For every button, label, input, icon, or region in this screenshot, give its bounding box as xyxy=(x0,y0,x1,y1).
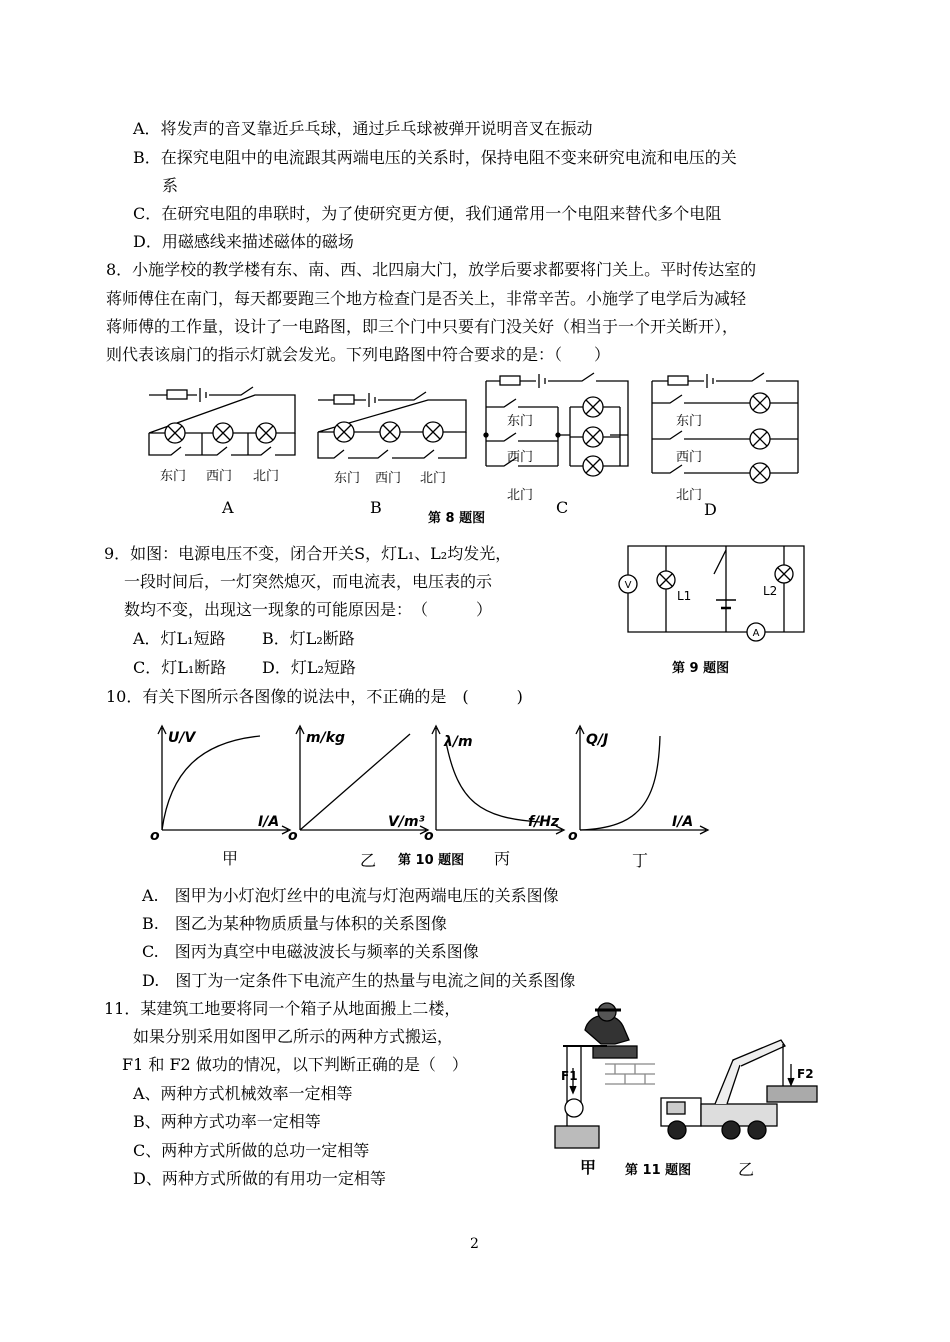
q9-figure-caption: 第 9 题图 xyxy=(672,661,730,676)
q10-figure-caption: 第 10 题图 xyxy=(398,853,465,868)
q10-option-c: C. 图丙为真空中电磁波波长与频率的关系图像 xyxy=(142,942,479,961)
q8-d-door-north: 北门 xyxy=(676,488,703,503)
q10-option-a: A. 图甲为小灯泡灯丝中的电流与灯泡两端电压的关系图像 xyxy=(142,886,559,905)
q8-option-d-label: D xyxy=(704,500,717,519)
q10-graph2-xlabel: V/m³ xyxy=(388,814,425,830)
q9-voltmeter-label: V xyxy=(624,580,632,591)
q8-stem-line4: 则代表该扇门的指示灯就会发光。下列电路图中符合要求的是：（ ） xyxy=(106,345,611,364)
q10-graph3-xlabel: f/Hz xyxy=(528,814,560,830)
q10-graph1-ylabel: U/V xyxy=(168,730,196,746)
q8-circuit-d xyxy=(648,373,808,483)
q7-option-a: A．将发声的音叉靠近乒乓球，通过乒乓球被弹开说明音叉在振动 xyxy=(133,119,593,138)
q9-l2-label: L2 xyxy=(763,584,778,598)
q9-circuit-figure xyxy=(610,540,810,640)
q8-option-c-label: C xyxy=(556,498,569,517)
q8-d-door-west: 西门 xyxy=(676,450,703,465)
q10-graph3-name: 丙 xyxy=(494,849,511,868)
q10-graph1-name: 甲 xyxy=(222,849,239,868)
q10-graph2-origin: o xyxy=(288,828,298,844)
q9-ammeter-label: A xyxy=(752,628,760,639)
q8-a-door-north: 北门 xyxy=(253,469,280,484)
q9-stem-line3: 数均不变，出现这一现象的可能原因是： （ ） xyxy=(124,600,493,619)
q10-graph4-ylabel: Q/J xyxy=(586,732,609,748)
q11-stem-line3: F1 和 F2 做功的情况，以下判断正确的是（ ） xyxy=(122,1055,468,1074)
q11-figure-caption: 第 11 题图 xyxy=(625,1163,692,1178)
q10-graph4-xlabel: I/A xyxy=(672,814,694,830)
q8-circuit-b xyxy=(314,388,474,478)
q11-f1-label: F1 xyxy=(561,1069,578,1083)
q11-option-b: B、两种方式功率一定相等 xyxy=(133,1112,321,1131)
q8-stem-line1: 8．小施学校的教学楼有东、南、西、北四扇大门，放学后要求都要将门关上。平时传达室的 xyxy=(106,260,757,279)
q10-graph2-ylabel: m/kg xyxy=(306,730,346,746)
q8-b-door-west: 西门 xyxy=(375,471,402,486)
q8-option-a-label: A xyxy=(222,498,234,517)
q9-option-a: A．灯L₁短路 xyxy=(133,629,226,648)
q11-jia-label: 甲 xyxy=(580,1158,597,1177)
q7-option-b-line1: B．在探究电阻中的电流跟其两端电压的关系时，保持电阻不变来研究电流和电压的关 xyxy=(133,148,737,167)
q8-stem-line3: 蒋师傅的工作量，设计了一电路图，即三个门中只要有门没关好（相当于一个开关断开）， xyxy=(106,317,739,336)
q9-option-c: C．灯L₁断路 xyxy=(133,658,227,677)
q11-option-c: C、两种方式所做的总功一定相等 xyxy=(133,1141,370,1160)
q8-stem-line2: 蒋师傅住在南门，每天都要跑三个地方检查门是否关上，非常辛苦。小施学了电学后为减轻 xyxy=(106,289,747,308)
q8-a-door-east: 东门 xyxy=(160,469,187,484)
q10-graph4-origin: o xyxy=(568,828,578,844)
q10-graphs xyxy=(140,722,730,842)
q10-graph2-name: 乙 xyxy=(360,851,377,870)
q8-b-door-east: 东门 xyxy=(334,471,361,486)
q10-graph1-xlabel: I/A xyxy=(258,814,280,830)
q10-graph1-origin: o xyxy=(150,828,160,844)
q11-option-d: D、两种方式所做的有用功一定相等 xyxy=(133,1169,386,1188)
q11-yi-label: 乙 xyxy=(738,1160,755,1179)
q10-graph3-ylabel: λ/m xyxy=(444,734,473,750)
q11-option-a: A、两种方式机械效率一定相等 xyxy=(133,1084,353,1103)
q9-l1-label: L1 xyxy=(677,589,692,603)
q9-option-d: D．灯L₂短路 xyxy=(262,658,356,677)
q11-f2-label: F2 xyxy=(797,1067,814,1081)
q7-option-b-line2: 系 xyxy=(162,176,179,195)
q11-figure xyxy=(545,1000,835,1150)
q10-graph3-origin: o xyxy=(424,828,434,844)
q10-stem: 10．有关下图所示各图像的说法中，不正确的是 ( ) xyxy=(106,687,523,706)
q8-figure-caption: 第 8 题图 xyxy=(428,511,486,526)
q9-stem-line2: 一段时间后，一灯突然熄灭，而电流表，电压表的示 xyxy=(124,572,493,591)
q7-option-d: D．用磁感线来描述磁体的磁场 xyxy=(133,232,354,251)
q10-option-b: B. 图乙为某种物质质量与体积的关系图像 xyxy=(142,914,447,933)
q8-c-door-east: 东门 xyxy=(507,414,534,429)
q10-option-d: D. 图丁为一定条件下电流产生的热量与电流之间的关系图像 xyxy=(142,971,576,990)
q9-stem-line1: 9．如图：电源电压不变，闭合开关S，灯L₁、L₂均发光， xyxy=(104,544,512,563)
q8-c-door-north: 北门 xyxy=(507,488,534,503)
q8-circuit-c xyxy=(480,373,640,483)
q9-option-b: B．灯L₂断路 xyxy=(262,629,355,648)
q11-stem-line1: 11．某建筑工地要将同一个箱子从地面搬上二楼， xyxy=(104,999,461,1018)
q10-graph4-name: 丁 xyxy=(632,851,649,870)
q8-a-door-west: 西门 xyxy=(206,469,233,484)
q11-stem-line2: 如果分别采用如图甲乙所示的两种方式搬运， xyxy=(133,1027,454,1046)
q7-option-c: C．在研究电阻的串联时，为了使研究更方便，我们通常用一个电阻来替代多个电阻 xyxy=(133,204,722,223)
q8-option-b-label: B xyxy=(370,498,382,517)
page-number: 2 xyxy=(470,1236,479,1252)
q8-d-door-east: 东门 xyxy=(676,414,703,429)
q8-c-door-west: 西门 xyxy=(507,450,534,465)
q8-b-door-north: 北门 xyxy=(420,471,447,486)
